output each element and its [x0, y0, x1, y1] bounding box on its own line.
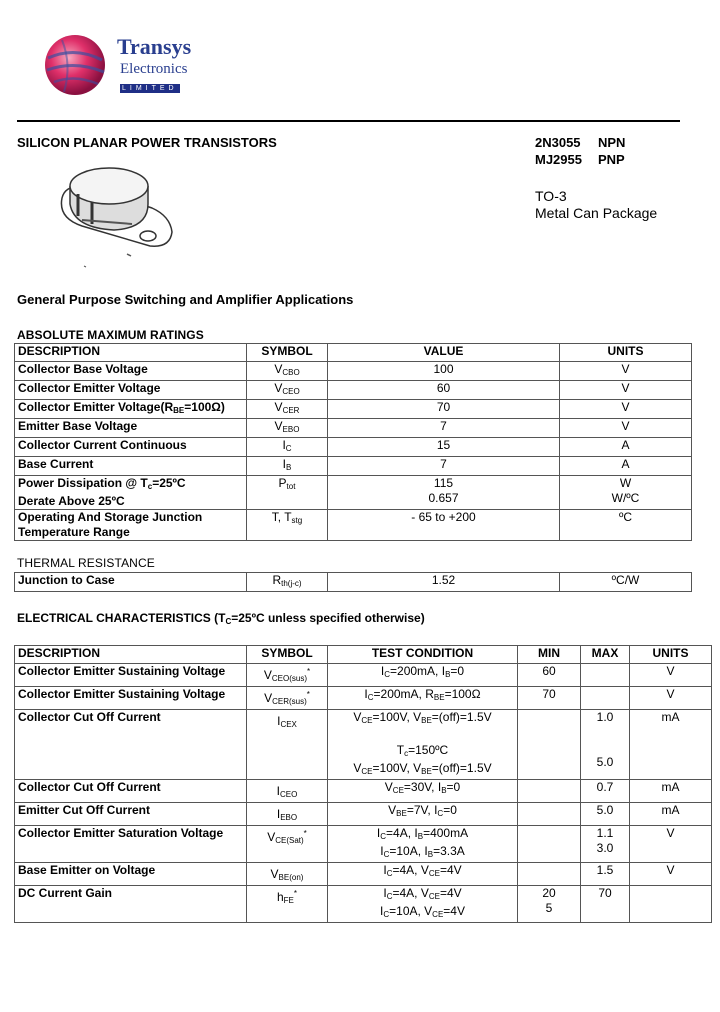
thermal-table [14, 572, 692, 592]
col-symbol: SYMBOL [247, 646, 328, 664]
table-row [15, 862, 712, 885]
row-symbol: $V_{CBO}$ [247, 361, 328, 380]
row-symbol: $I_{EBO}$ [247, 802, 328, 825]
row-unit: V [630, 686, 712, 709]
row-unit: ºC [560, 509, 692, 540]
to3-package-illustration [52, 158, 182, 268]
row-min: 60 [518, 663, 581, 686]
package-desc: Metal Can Package [535, 205, 658, 221]
application-text: General Purpose Switching and Amplifier Applications [17, 292, 354, 307]
row-desc: Collector Current Continuous [15, 437, 247, 456]
col-value: VALUE [328, 344, 560, 362]
row-symbol: $V_{CEO}$ [247, 380, 328, 399]
electrical-table [14, 645, 712, 923]
row-unit: A [560, 437, 692, 456]
part-type-2: PNP [598, 152, 625, 167]
table-row [15, 437, 692, 456]
header-rule [17, 120, 680, 122]
row-test-condition: $I_C=200mA$, $R_{BE}=100\Omega$ [328, 686, 518, 709]
company-logo [42, 32, 212, 98]
table-row [15, 663, 712, 686]
row-desc: Collector Emitter Sustaining Voltage [15, 686, 247, 709]
table-row [15, 825, 712, 862]
row-value: - 65 to +200 [328, 509, 560, 540]
row-test-condition: $I_C=4A$, $V_{CE}=4V$ $I_C=10A$, $V_{CE}=4V$ [328, 885, 518, 922]
row-desc: Emitter Base Voltage [15, 418, 247, 437]
doc-title: SILICON PLANAR POWER TRANSISTORS [17, 135, 277, 150]
row-symbol: $R_{th(j-c)}$ [247, 573, 328, 592]
table-row [15, 361, 692, 380]
row-unit: mA [630, 802, 712, 825]
row-unit: V [630, 825, 712, 862]
row-symbol: $V_{CER(sus)}^*$ [247, 686, 328, 709]
row-unit: mA [630, 779, 712, 802]
row-unit: A [560, 456, 692, 475]
row-value: 15 [328, 437, 560, 456]
thermal-heading: THERMAL RESISTANCE [17, 556, 155, 570]
table-row [15, 573, 692, 592]
row-max: 1.0 5.0 [581, 709, 630, 779]
row-desc: Collector Emitter Saturation Voltage [15, 825, 247, 862]
row-symbol: $h_{FE}^*$ [247, 885, 328, 922]
row-desc: Collector Emitter $Voltage(R_{BE}=100\Omega)$ [15, 399, 247, 418]
row-unit [630, 885, 712, 922]
row-unit: ºC/W [560, 573, 692, 592]
row-value: 60 [328, 380, 560, 399]
row-max [581, 686, 630, 709]
row-max: 0.7 [581, 779, 630, 802]
row-unit: V [560, 418, 692, 437]
row-test-condition: $V_{CE}=30V$, $I_B=0$ [328, 779, 518, 802]
row-desc: Base Emitter on Voltage [15, 862, 247, 885]
row-min: 20 5 [518, 885, 581, 922]
row-symbol: $I_{CEX}$ [247, 709, 328, 779]
row-min [518, 779, 581, 802]
abs-max-heading: ABSOLUTE MAXIMUM RATINGS [17, 328, 204, 342]
table-row [15, 475, 692, 509]
logo-subtitle: Electronics [120, 61, 188, 77]
table-row [15, 779, 712, 802]
row-min [518, 825, 581, 862]
row-desc: Collector Emitter Sustaining Voltage [15, 663, 247, 686]
row-unit: V [560, 399, 692, 418]
row-test-condition: $V_{CE}=100V$, $V_{BE}=(off)=1.5V$ $T_c=150ºC$ $V_{CE}=100V$, $V_{BE}=(off)=1.5V$ [328, 709, 518, 779]
row-desc: Collector Cut Off Current [15, 779, 247, 802]
table-row [15, 509, 692, 540]
col-symbol: SYMBOL [247, 344, 328, 362]
row-desc: Junction to Case [15, 573, 247, 592]
row-desc: Collector Base Voltage [15, 361, 247, 380]
row-unit: V [630, 862, 712, 885]
package-type: TO-3 [535, 188, 567, 204]
row-min: 70 [518, 686, 581, 709]
globe-icon [42, 32, 110, 98]
row-desc: Collector Emitter Voltage [15, 380, 247, 399]
row-desc: Power Dissipation @ $T_c=25ºC$ Derate Above 25ºC [15, 475, 247, 509]
row-unit: V [560, 380, 692, 399]
row-symbol: $I_B$ [247, 456, 328, 475]
table-row [15, 709, 712, 779]
electrical-heading: ELECTRICAL CHARACTERISTICS ($T_C=25ºC$ unless specified otherwise) [17, 611, 425, 626]
col-units: UNITS [560, 344, 692, 362]
row-max: 1.1 3.0 [581, 825, 630, 862]
row-symbol: $I_{CEO}$ [247, 779, 328, 802]
row-symbol: $P_{tot}$ [247, 475, 328, 509]
row-symbol: $V_{EBO}$ [247, 418, 328, 437]
row-unit: V [630, 663, 712, 686]
row-max: 5.0 [581, 802, 630, 825]
row-symbol: $I_C$ [247, 437, 328, 456]
part-type-1: NPN [598, 135, 626, 150]
logo-limited: LIMITED [122, 85, 178, 92]
col-test-condition: TEST CONDITION [328, 646, 518, 664]
table-row [15, 456, 692, 475]
logo-name: Transys [117, 34, 192, 59]
row-value: 7 [328, 456, 560, 475]
row-desc: DC Current Gain [15, 885, 247, 922]
row-unit: mA [630, 709, 712, 779]
row-desc: Emitter Cut Off Current [15, 802, 247, 825]
row-test-condition: $I_C=200mA$, $I_B=0$ [328, 663, 518, 686]
row-test-condition: $I_C=4A$, $I_B=400mA$ $I_C=10A$, $I_B=3.3A$ [328, 825, 518, 862]
row-symbol: T, $T_{stg}$ [247, 509, 328, 540]
col-units: UNITS [630, 646, 712, 664]
row-desc: Base Current [15, 456, 247, 475]
abs-max-table [14, 343, 692, 541]
row-value: 7 [328, 418, 560, 437]
row-desc: Collector Cut Off Current [15, 709, 247, 779]
col-description: DESCRIPTION [15, 646, 247, 664]
table-row [15, 380, 692, 399]
row-symbol: $V_{CER}$ [247, 399, 328, 418]
row-value: 100 [328, 361, 560, 380]
row-unit: W W/ºC [560, 475, 692, 509]
part-number-2: MJ2955 [535, 152, 582, 167]
row-max: 70 [581, 885, 630, 922]
col-description: DESCRIPTION [15, 344, 247, 362]
row-symbol: $V_{BE(on)}$ [247, 862, 328, 885]
row-value: 70 [328, 399, 560, 418]
col-min: MIN [518, 646, 581, 664]
part-number-1: 2N3055 [535, 135, 581, 150]
table-row [15, 885, 712, 922]
row-value: 115 0.657 [328, 475, 560, 509]
table-header-row [15, 646, 712, 664]
row-symbol: $V_{CEO(sus)}^*$ [247, 663, 328, 686]
table-header-row [15, 344, 692, 362]
row-min [518, 709, 581, 779]
table-row [15, 418, 692, 437]
table-row [15, 802, 712, 825]
row-min [518, 862, 581, 885]
col-max: MAX [581, 646, 630, 664]
row-min [518, 802, 581, 825]
table-row [15, 399, 692, 418]
row-test-condition: $I_C=4A$, $V_{CE}=4V$ [328, 862, 518, 885]
row-unit: V [560, 361, 692, 380]
row-max [581, 663, 630, 686]
table-row [15, 686, 712, 709]
row-symbol: $V_{CE(Sat)}^*$ [247, 825, 328, 862]
row-desc: Operating And Storage Junction Temperature Range [15, 509, 247, 540]
row-test-condition: $V_{BE}=7V$, $I_C=0$ [328, 802, 518, 825]
row-value: 1.52 [328, 573, 560, 592]
row-max: 1.5 [581, 862, 630, 885]
